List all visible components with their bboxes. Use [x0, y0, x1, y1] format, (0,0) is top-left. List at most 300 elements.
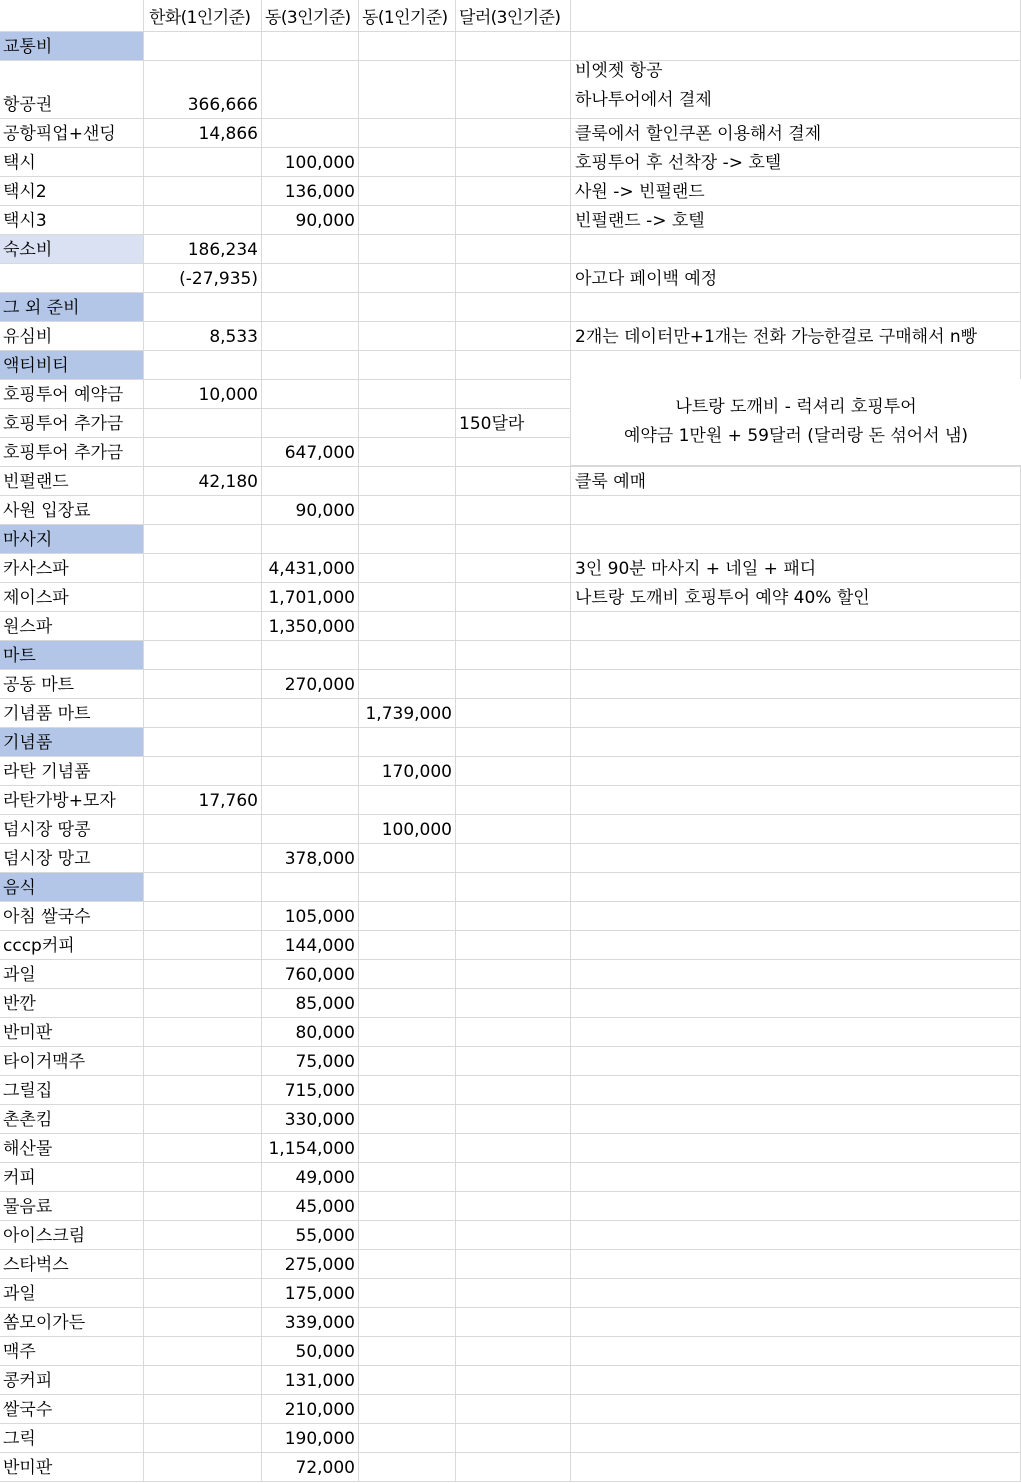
- cell-usd-3[interactable]: [456, 554, 571, 583]
- cell-note[interactable]: [571, 989, 1021, 1018]
- cell-vnd-1[interactable]: [359, 206, 456, 235]
- cell-usd-3[interactable]: [456, 873, 571, 902]
- cell-usd-3[interactable]: [456, 1308, 571, 1337]
- cell-vnd-3[interactable]: 45,000: [262, 1192, 359, 1221]
- cell-krw[interactable]: [144, 1163, 262, 1192]
- cell-vnd-3[interactable]: [262, 61, 359, 119]
- cell-krw[interactable]: [144, 1047, 262, 1076]
- cell-krw[interactable]: [144, 32, 262, 61]
- cell-krw[interactable]: [144, 177, 262, 206]
- cell-krw[interactable]: [144, 1308, 262, 1337]
- cell-item[interactable]: 아침 쌀국수: [0, 902, 144, 931]
- cell-vnd-1[interactable]: [359, 844, 456, 873]
- cell-usd-3[interactable]: [456, 1366, 571, 1395]
- cell-usd-3[interactable]: [456, 61, 571, 119]
- cell-krw[interactable]: [144, 496, 262, 525]
- cell-vnd-3[interactable]: [262, 873, 359, 902]
- cell-note[interactable]: [571, 612, 1021, 641]
- cell-krw[interactable]: [144, 206, 262, 235]
- cell-krw[interactable]: [144, 844, 262, 873]
- cell-krw[interactable]: [144, 815, 262, 844]
- cell-usd-3[interactable]: [456, 1105, 571, 1134]
- cell-usd-3[interactable]: [456, 1047, 571, 1076]
- merged-note-cell[interactable]: [571, 379, 1021, 466]
- cell-item[interactable]: 그릴집: [0, 1076, 144, 1105]
- cell-vnd-1[interactable]: [359, 380, 456, 409]
- cell-vnd-1[interactable]: [359, 1163, 456, 1192]
- cell-note[interactable]: [571, 496, 1021, 525]
- cell-note[interactable]: [571, 699, 1021, 728]
- cell-vnd-1[interactable]: [359, 583, 456, 612]
- cell-item[interactable]: 커피: [0, 1163, 144, 1192]
- cell-krw[interactable]: [144, 1395, 262, 1424]
- cell-usd-3[interactable]: [456, 989, 571, 1018]
- cell-vnd-3[interactable]: 50,000: [262, 1337, 359, 1366]
- cell-vnd-1[interactable]: [359, 1192, 456, 1221]
- cell-usd-3[interactable]: [456, 467, 571, 496]
- cell-item[interactable]: 그 외 준비: [0, 293, 144, 322]
- header-cell-note[interactable]: [571, 0, 1021, 32]
- cell-note[interactable]: 2개는 데이터만+1개는 전화 가능한걸로 구매해서 n빵: [571, 322, 1021, 351]
- cell-krw[interactable]: [144, 960, 262, 989]
- cell-usd-3[interactable]: [456, 902, 571, 931]
- cell-krw[interactable]: 8,533: [144, 322, 262, 351]
- cell-item[interactable]: 덤시장 망고: [0, 844, 144, 873]
- cell-krw[interactable]: [144, 931, 262, 960]
- cell-vnd-1[interactable]: [359, 467, 456, 496]
- cell-note[interactable]: 아고다 페이백 예정: [571, 264, 1021, 293]
- cell-krw[interactable]: 366,666: [144, 61, 262, 119]
- cell-vnd-1[interactable]: [359, 1308, 456, 1337]
- cell-vnd-3[interactable]: [262, 264, 359, 293]
- cell-vnd-3[interactable]: [262, 757, 359, 786]
- cell-note[interactable]: [571, 757, 1021, 786]
- cell-note[interactable]: 클룩에서 할인쿠폰 이용해서 결제: [571, 119, 1021, 148]
- cell-item[interactable]: 호핑투어 추가금: [0, 409, 144, 438]
- cell-item[interactable]: 공동 마트: [0, 670, 144, 699]
- cell-vnd-1[interactable]: [359, 496, 456, 525]
- cell-vnd-3[interactable]: [262, 351, 359, 380]
- cell-usd-3[interactable]: [456, 1076, 571, 1105]
- cell-vnd-3[interactable]: 4,431,000: [262, 554, 359, 583]
- cell-vnd-1[interactable]: [359, 1337, 456, 1366]
- cell-note[interactable]: [571, 1076, 1021, 1105]
- cell-usd-3[interactable]: [456, 119, 571, 148]
- cell-item[interactable]: 카사스파: [0, 554, 144, 583]
- cell-item[interactable]: cccp커피: [0, 931, 144, 960]
- cell-krw[interactable]: [144, 1279, 262, 1308]
- cell-vnd-1[interactable]: [359, 554, 456, 583]
- cell-vnd-3[interactable]: 190,000: [262, 1424, 359, 1453]
- cell-vnd-3[interactable]: [262, 32, 359, 61]
- cell-usd-3[interactable]: [456, 844, 571, 873]
- cell-item[interactable]: 콩커피: [0, 1366, 144, 1395]
- cell-usd-3[interactable]: [456, 380, 571, 409]
- cell-krw[interactable]: [144, 1424, 262, 1453]
- cell-usd-3[interactable]: [456, 699, 571, 728]
- cell-vnd-3[interactable]: 330,000: [262, 1105, 359, 1134]
- cell-krw[interactable]: [144, 148, 262, 177]
- cell-item[interactable]: 과일: [0, 960, 144, 989]
- cell-item[interactable]: 쌀국수: [0, 1395, 144, 1424]
- cell-usd-3[interactable]: [456, 235, 571, 264]
- cell-krw[interactable]: 10,000: [144, 380, 262, 409]
- cell-krw[interactable]: [144, 1018, 262, 1047]
- cell-item[interactable]: 촌촌킴: [0, 1105, 144, 1134]
- cell-vnd-3[interactable]: 80,000: [262, 1018, 359, 1047]
- cell-vnd-1[interactable]: [359, 438, 456, 467]
- table-row: [0, 902, 1021, 931]
- cell-vnd-1[interactable]: [359, 931, 456, 960]
- cell-usd-3[interactable]: [456, 757, 571, 786]
- cell-vnd-3[interactable]: 339,000: [262, 1308, 359, 1337]
- cell-krw[interactable]: [144, 1366, 262, 1395]
- cell-usd-3[interactable]: [456, 1424, 571, 1453]
- cell-usd-3[interactable]: [456, 32, 571, 61]
- cell-vnd-3[interactable]: 647,000: [262, 438, 359, 467]
- cell-vnd-1[interactable]: [359, 902, 456, 931]
- cell-usd-3[interactable]: [456, 612, 571, 641]
- cell-krw[interactable]: [144, 554, 262, 583]
- cell-item[interactable]: 쏨모이가든: [0, 1308, 144, 1337]
- cell-krw[interactable]: [144, 1250, 262, 1279]
- cell-note[interactable]: [571, 61, 1021, 119]
- cell-item[interactable]: 항공권: [0, 61, 144, 119]
- cell-krw[interactable]: [144, 1076, 262, 1105]
- cell-note[interactable]: [571, 32, 1021, 61]
- cell-item[interactable]: 마트: [0, 641, 144, 670]
- cell-vnd-3[interactable]: [262, 641, 359, 670]
- cell-note[interactable]: [571, 1047, 1021, 1076]
- cell-note[interactable]: [571, 641, 1021, 670]
- cell-krw[interactable]: 14,866: [144, 119, 262, 148]
- cell-item[interactable]: 택시2: [0, 177, 144, 206]
- cell-usd-3[interactable]: [456, 931, 571, 960]
- cell-vnd-3[interactable]: [262, 322, 359, 351]
- cell-vnd-3[interactable]: [262, 380, 359, 409]
- cell-note[interactable]: [571, 1192, 1021, 1221]
- cell-usd-3[interactable]: [456, 583, 571, 612]
- cell-item[interactable]: 유심비: [0, 322, 144, 351]
- cell-vnd-3[interactable]: [262, 786, 359, 815]
- cell-note[interactable]: [571, 1308, 1021, 1337]
- cell-item[interactable]: 교통비: [0, 32, 144, 61]
- cell-krw[interactable]: [144, 699, 262, 728]
- cell-krw[interactable]: [144, 525, 262, 554]
- cell-krw[interactable]: [144, 1453, 262, 1482]
- cell-note[interactable]: 빈펄랜드 -> 호텔: [571, 206, 1021, 235]
- header-cell-vnd-3[interactable]: 동(3인기준): [262, 0, 359, 32]
- cell-krw[interactable]: [144, 438, 262, 467]
- cell-item[interactable]: 타이거맥주: [0, 1047, 144, 1076]
- cell-item[interactable]: 원스파: [0, 612, 144, 641]
- cell-usd-3[interactable]: [456, 1279, 571, 1308]
- cell-note[interactable]: [571, 1105, 1021, 1134]
- cell-vnd-1[interactable]: [359, 1047, 456, 1076]
- cell-usd-3[interactable]: [456, 206, 571, 235]
- cell-krw[interactable]: 186,234: [144, 235, 262, 264]
- cell-vnd-3[interactable]: 75,000: [262, 1047, 359, 1076]
- cell-note[interactable]: 나트랑 도깨비 호핑투어 예약 40% 할인: [571, 583, 1021, 612]
- cell-note[interactable]: [571, 1018, 1021, 1047]
- cell-usd-3[interactable]: [456, 351, 571, 380]
- cell-vnd-1[interactable]: [359, 293, 456, 322]
- cell-vnd-1[interactable]: [359, 728, 456, 757]
- cell-vnd-1[interactable]: [359, 264, 456, 293]
- cell-usd-3[interactable]: [456, 264, 571, 293]
- cell-usd-3[interactable]: [456, 1192, 571, 1221]
- cell-krw[interactable]: [144, 670, 262, 699]
- cell-item[interactable]: 아이스크림: [0, 1221, 144, 1250]
- cell-vnd-1[interactable]: [359, 32, 456, 61]
- cell-vnd-3[interactable]: 100,000: [262, 148, 359, 177]
- cell-vnd-3[interactable]: 144,000: [262, 931, 359, 960]
- cell-note[interactable]: 클룩 예매: [571, 467, 1021, 496]
- cell-item[interactable]: 덤시장 땅콩: [0, 815, 144, 844]
- cell-vnd-3[interactable]: 1,154,000: [262, 1134, 359, 1163]
- cell-vnd-1[interactable]: [359, 148, 456, 177]
- cell-vnd-3[interactable]: 1,350,000: [262, 612, 359, 641]
- cell-usd-3[interactable]: [456, 148, 571, 177]
- header-cell-label[interactable]: [0, 0, 144, 32]
- cell-vnd-3[interactable]: 90,000: [262, 206, 359, 235]
- cell-vnd-3[interactable]: 378,000: [262, 844, 359, 873]
- cell-note[interactable]: [571, 235, 1021, 264]
- cell-krw[interactable]: [144, 1221, 262, 1250]
- cell-vnd-1[interactable]: 1,739,000: [359, 699, 456, 728]
- cell-vnd-3[interactable]: [262, 728, 359, 757]
- cell-usd-3[interactable]: [456, 438, 571, 467]
- cell-item[interactable]: 라탄 기념품: [0, 757, 144, 786]
- cell-usd-3[interactable]: [456, 1395, 571, 1424]
- cell-vnd-1[interactable]: 100,000: [359, 815, 456, 844]
- cell-item[interactable]: 택시3: [0, 206, 144, 235]
- cell-vnd-1[interactable]: [359, 786, 456, 815]
- cell-note[interactable]: [571, 525, 1021, 554]
- cell-usd-3[interactable]: [456, 1221, 571, 1250]
- cell-vnd-1[interactable]: [359, 1279, 456, 1308]
- cell-vnd-1[interactable]: [359, 1076, 456, 1105]
- cell-note[interactable]: 사원 -> 빈펄랜드: [571, 177, 1021, 206]
- cell-item[interactable]: 액티비티: [0, 351, 144, 380]
- cell-vnd-1[interactable]: [359, 1018, 456, 1047]
- cell-vnd-3[interactable]: [262, 409, 359, 438]
- cell-krw[interactable]: [144, 409, 262, 438]
- cell-note[interactable]: [571, 1134, 1021, 1163]
- cell-item[interactable]: 음식: [0, 873, 144, 902]
- header-cell-krw[interactable]: 한화(1인기준): [144, 0, 262, 32]
- cell-vnd-1[interactable]: [359, 960, 456, 989]
- cell-vnd-1[interactable]: [359, 119, 456, 148]
- cell-vnd-1[interactable]: [359, 873, 456, 902]
- cell-note[interactable]: [571, 902, 1021, 931]
- cell-item[interactable]: 택시: [0, 148, 144, 177]
- cell-note[interactable]: 3인 90분 마사지 + 네일 + 패디: [571, 554, 1021, 583]
- cell-vnd-3[interactable]: 136,000: [262, 177, 359, 206]
- cell-usd-3[interactable]: [456, 815, 571, 844]
- cell-item[interactable]: 기념품 마트: [0, 699, 144, 728]
- cell-vnd-3[interactable]: [262, 699, 359, 728]
- cell-vnd-3[interactable]: 275,000: [262, 1250, 359, 1279]
- cell-krw[interactable]: [144, 728, 262, 757]
- cell-usd-3[interactable]: [456, 670, 571, 699]
- cell-vnd-3[interactable]: [262, 815, 359, 844]
- cell-note[interactable]: [571, 1163, 1021, 1192]
- cell-krw[interactable]: [144, 989, 262, 1018]
- cell-usd-3[interactable]: [456, 293, 571, 322]
- cell-vnd-3[interactable]: 270,000: [262, 670, 359, 699]
- cell-vnd-1[interactable]: 170,000: [359, 757, 456, 786]
- cell-item[interactable]: 물음료: [0, 1192, 144, 1221]
- cell-item[interactable]: 스타벅스: [0, 1250, 144, 1279]
- cell-usd-3[interactable]: [456, 641, 571, 670]
- cell-item[interactable]: 마사지: [0, 525, 144, 554]
- cell-item[interactable]: 기념품: [0, 728, 144, 757]
- cell-vnd-1[interactable]: [359, 322, 456, 351]
- cell-krw[interactable]: 42,180: [144, 467, 262, 496]
- cell-note[interactable]: [571, 1337, 1021, 1366]
- cell-usd-3[interactable]: [456, 1134, 571, 1163]
- cell-item[interactable]: 맥주: [0, 1337, 144, 1366]
- cell-usd-3[interactable]: [456, 1453, 571, 1482]
- cell-vnd-3[interactable]: 85,000: [262, 989, 359, 1018]
- cell-vnd-3[interactable]: 105,000: [262, 902, 359, 931]
- cell-usd-3[interactable]: [456, 1250, 571, 1279]
- cell-vnd-1[interactable]: [359, 1250, 456, 1279]
- cell-usd-3[interactable]: [456, 960, 571, 989]
- cell-vnd-1[interactable]: [359, 1453, 456, 1482]
- cell-vnd-3[interactable]: 55,000: [262, 1221, 359, 1250]
- cell-vnd-3[interactable]: [262, 525, 359, 554]
- cell-item[interactable]: 숙소비: [0, 235, 144, 264]
- cell-note[interactable]: [571, 1279, 1021, 1308]
- cell-note[interactable]: 호핑투어 후 선착장 -> 호텔: [571, 148, 1021, 177]
- cell-note[interactable]: [571, 844, 1021, 873]
- cell-usd-3[interactable]: 150달라: [456, 409, 571, 438]
- cell-vnd-1[interactable]: [359, 641, 456, 670]
- cell-usd-3[interactable]: [456, 496, 571, 525]
- cell-vnd-3[interactable]: 49,000: [262, 1163, 359, 1192]
- cell-vnd-1[interactable]: [359, 1221, 456, 1250]
- cell-note[interactable]: [571, 1453, 1021, 1482]
- cell-note[interactable]: [571, 1424, 1021, 1453]
- cell-vnd-1[interactable]: [359, 1424, 456, 1453]
- cell-note[interactable]: [571, 1221, 1021, 1250]
- cell-vnd-3[interactable]: 760,000: [262, 960, 359, 989]
- cell-krw[interactable]: [144, 293, 262, 322]
- cell-note[interactable]: [571, 1250, 1021, 1279]
- cell-krw[interactable]: [144, 1337, 262, 1366]
- cell-note[interactable]: [571, 1366, 1021, 1395]
- cell-vnd-1[interactable]: [359, 670, 456, 699]
- cell-vnd-3[interactable]: [262, 467, 359, 496]
- cell-item[interactable]: 빈펄랜드: [0, 467, 144, 496]
- cell-krw[interactable]: [144, 583, 262, 612]
- cell-note[interactable]: [571, 815, 1021, 844]
- cell-vnd-3[interactable]: 175,000: [262, 1279, 359, 1308]
- cell-item[interactable]: 공항픽업+샌딩: [0, 119, 144, 148]
- cell-note[interactable]: [571, 728, 1021, 757]
- cell-note[interactable]: [571, 873, 1021, 902]
- cell-usd-3[interactable]: [456, 1163, 571, 1192]
- cell-vnd-1[interactable]: [359, 409, 456, 438]
- cell-vnd-1[interactable]: [359, 1134, 456, 1163]
- cell-krw[interactable]: [144, 641, 262, 670]
- cell-item[interactable]: [0, 264, 144, 293]
- cell-vnd-3[interactable]: 210,000: [262, 1395, 359, 1424]
- cell-vnd-3[interactable]: 715,000: [262, 1076, 359, 1105]
- cell-item[interactable]: 반미판: [0, 1018, 144, 1047]
- cell-vnd-1[interactable]: [359, 1395, 456, 1424]
- cell-usd-3[interactable]: [456, 1018, 571, 1047]
- cell-vnd-3[interactable]: [262, 293, 359, 322]
- cell-krw[interactable]: [144, 1105, 262, 1134]
- cell-usd-3[interactable]: [456, 728, 571, 757]
- cell-note[interactable]: [571, 931, 1021, 960]
- cell-usd-3[interactable]: [456, 177, 571, 206]
- cell-item[interactable]: 라탄가방+모자: [0, 786, 144, 815]
- cell-note[interactable]: [571, 960, 1021, 989]
- cell-item[interactable]: 과일: [0, 1279, 144, 1308]
- header-cell-usd-3[interactable]: 달러(3인기준): [456, 0, 571, 32]
- cell-note[interactable]: [571, 1395, 1021, 1424]
- cell-usd-3[interactable]: [456, 1337, 571, 1366]
- cell-vnd-1[interactable]: [359, 1105, 456, 1134]
- cell-item[interactable]: 호핑투어 추가금: [0, 438, 144, 467]
- cell-usd-3[interactable]: [456, 322, 571, 351]
- cell-note[interactable]: [571, 351, 1021, 380]
- cell-krw[interactable]: 17,760: [144, 786, 262, 815]
- cell-usd-3[interactable]: [456, 525, 571, 554]
- cell-vnd-3[interactable]: 90,000: [262, 496, 359, 525]
- cell-vnd-1[interactable]: [359, 351, 456, 380]
- cell-item[interactable]: 해산물: [0, 1134, 144, 1163]
- cell-vnd-1[interactable]: [359, 525, 456, 554]
- cell-vnd-1[interactable]: [359, 1366, 456, 1395]
- cell-vnd-1[interactable]: [359, 235, 456, 264]
- cell-item[interactable]: 사원 입장료: [0, 496, 144, 525]
- cell-item[interactable]: 그릭: [0, 1424, 144, 1453]
- cell-krw[interactable]: [144, 902, 262, 931]
- cell-krw[interactable]: [144, 1192, 262, 1221]
- cell-krw[interactable]: [144, 612, 262, 641]
- cell-krw[interactable]: [144, 351, 262, 380]
- cell-vnd-1[interactable]: [359, 612, 456, 641]
- cell-item[interactable]: 제이스파: [0, 583, 144, 612]
- cell-vnd-1[interactable]: [359, 61, 456, 119]
- header-cell-vnd-1[interactable]: 동(1인기준): [359, 0, 456, 32]
- cell-note[interactable]: [571, 293, 1021, 322]
- cell-usd-3[interactable]: [456, 786, 571, 815]
- cell-vnd-3[interactable]: 1,701,000: [262, 583, 359, 612]
- cell-item[interactable]: 반깐: [0, 989, 144, 1018]
- cell-vnd-1[interactable]: [359, 177, 456, 206]
- cell-item[interactable]: 반미판: [0, 1453, 144, 1482]
- cell-item[interactable]: 호핑투어 예약금: [0, 380, 144, 409]
- cell-krw[interactable]: [144, 757, 262, 786]
- cell-note[interactable]: [571, 670, 1021, 699]
- cell-note[interactable]: [571, 786, 1021, 815]
- cell-vnd-1[interactable]: [359, 989, 456, 1018]
- cell-vnd-3[interactable]: 131,000: [262, 1366, 359, 1395]
- cell-vnd-3[interactable]: 72,000: [262, 1453, 359, 1482]
- table-row: [0, 322, 1021, 351]
- cell-krw[interactable]: [144, 873, 262, 902]
- cell-vnd-3[interactable]: [262, 235, 359, 264]
- cell-krw[interactable]: [144, 1134, 262, 1163]
- cell-vnd-3[interactable]: [262, 119, 359, 148]
- cell-krw[interactable]: (-27,935): [144, 264, 262, 293]
